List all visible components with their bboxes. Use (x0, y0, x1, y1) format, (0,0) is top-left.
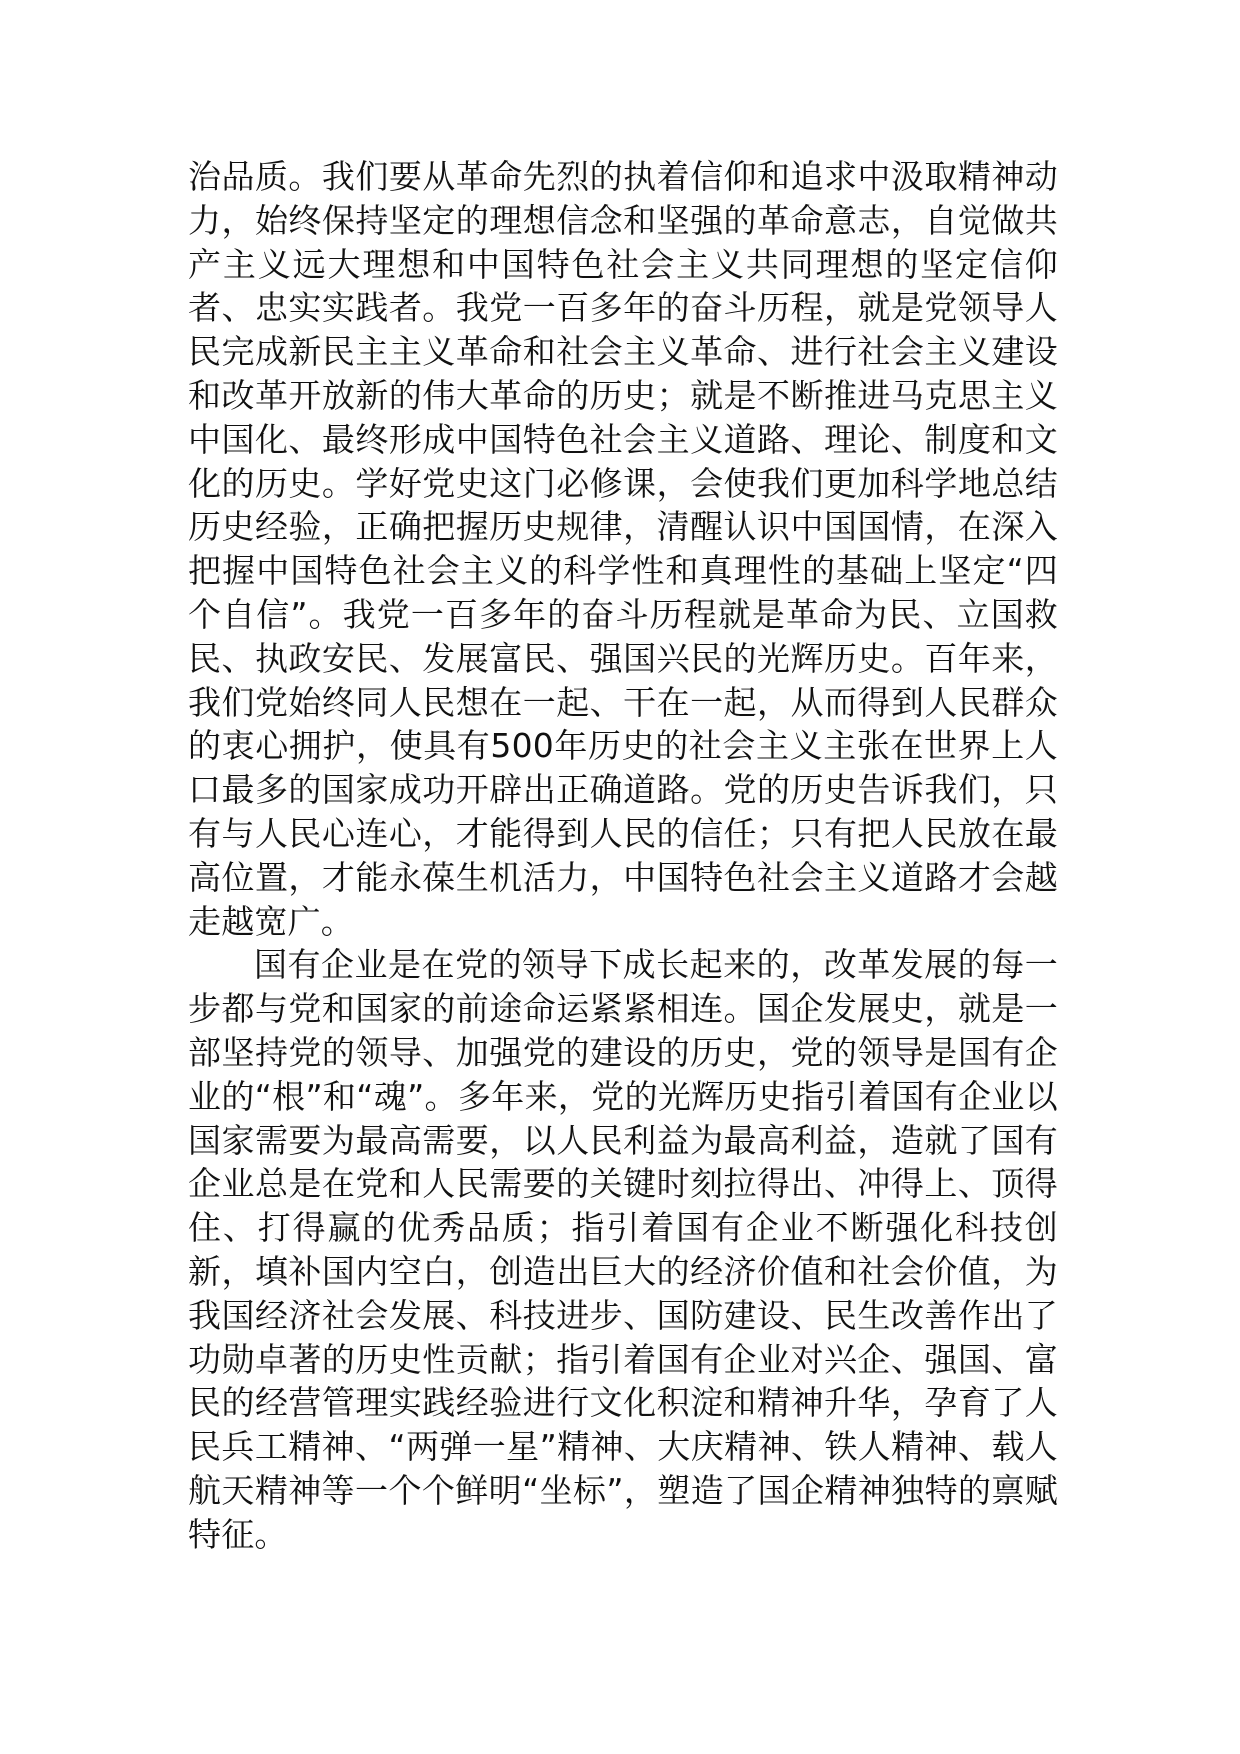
body-paragraph-2: 国有企业是在党的领导下成长起来的，改革发展的每一步都与党和国家的前途命运紧紧相连。国企发展史，就是一部坚持党的领导、加强党的建设的历史，党的领导是国有企业的“根”和“魂”。多年来，党的光辉历史指引着国有企业以国家需要为最高需要，以人民利益为最高利益，造就了国有企业总是在党和人民需要的关键时刻拉得出、冲得上、顶得住、打得赢的优秀品质；指引着国有企业不断强化科技创新，填补国内空白，创造出巨大的经济价值和社会价值，为我国经济社会发展、科技进步、国防建设、民生改善作出了功勋卓著的历史性贡献；指引着国有企业对兴企、强国、富民的经营管理实践经验进行文化积淀和精神升华，孕育了人民兵工精神、“两弹一星”精神、大庆精神、铁人精神、载人航天精神等一个个鲜明“坐标”，塑造了国企精神独特的禀赋特征。 (188, 945, 1058, 1554)
document-body (188, 155, 1058, 1557)
body-paragraph-1: 治品质。我们要从革命先烈的执着信仰和追求中汲取精神动力，始终保持坚定的理想信念和坚强的革命意志，自觉做共产主义远大理想和中国特色社会主义共同理想的坚定信仰者、忠实实践者。我党一百多年的奋斗历程，就是党领导人民完成新民主主义革命和社会主义革命、进行社会主义建设和改革开放新的伟大革命的历史；就是不断推进马克思主义中国化、最终形成中国特色社会主义道路、理论、制度和文化的历史。学好党史这门必修课，会使我们更加科学地总结历史经验，正确把握历史规律，清醒认识中国国情，在深入把握中国特色社会主义的科学性和真理性的基础上坚定“四个自信”。我党一百多年的奋斗历程就是革命为民、立国救民、执政安民、发展富民、强国兴民的光辉历史。百年来，我们党始终同人民想在一起、干在一起，从而得到人民群众的衷心拥护，使具有500年历史的社会主义主张在世界上人口最多的国家成功开辟出正确道路。党的历史告诉我们，只有与人民心连心，才能得到人民的信任；只有把人民放在最高位置，才能永葆生机活力，中国特色社会主义道路才会越走越宽广。 (188, 157, 1058, 941)
